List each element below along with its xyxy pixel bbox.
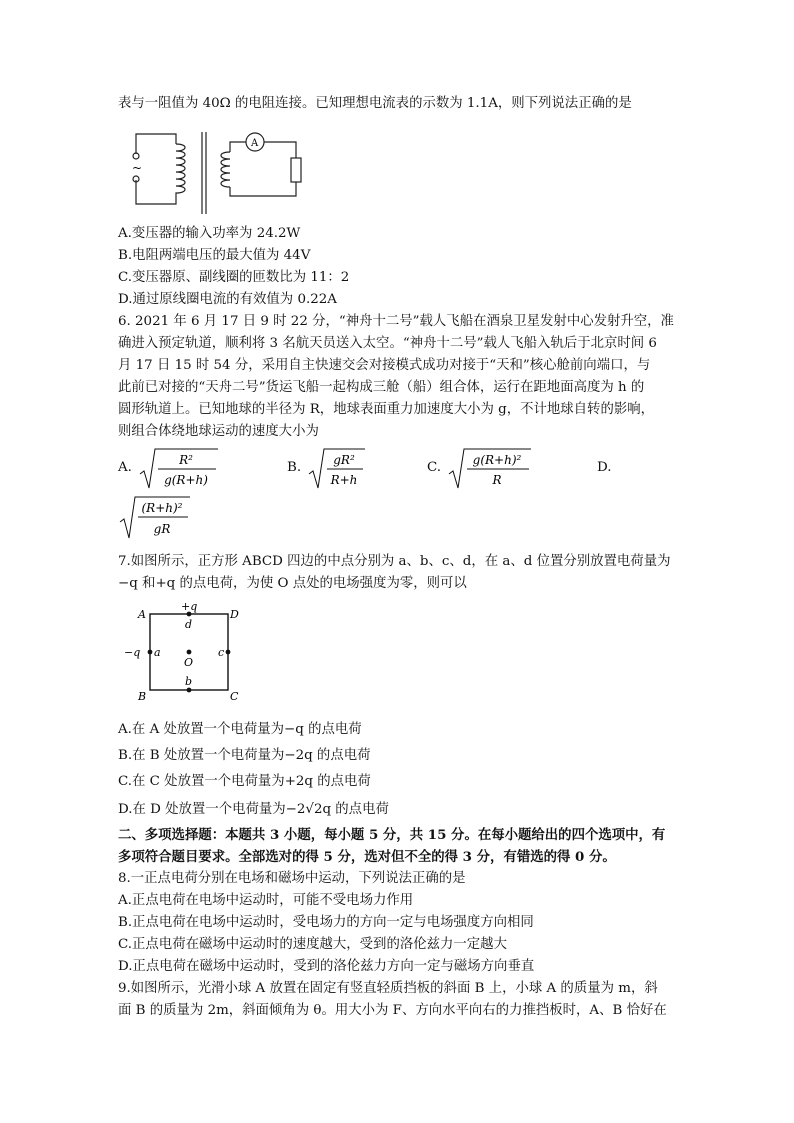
corner-label-d: D [230, 608, 239, 621]
charge-label-plus-q: +q [181, 600, 198, 613]
q6-option-c-label: C. [427, 460, 442, 475]
ammeter-label: A [251, 138, 259, 149]
midpoint-label-a: a [154, 646, 161, 659]
q5-option-b: B.电阻两端电压的最大值为 44V [118, 248, 311, 263]
midpoint-label-d: d [185, 618, 193, 631]
q6-option-a-formula [138, 446, 220, 492]
q8-option-a: A.正点电荷在电场中运动时，可能不受电场力作用 [118, 893, 414, 908]
q5-option-a: A.变压器的输入功率为 24.2W [118, 226, 301, 241]
q6-a-denominator: g(R+h) [164, 473, 208, 487]
corner-label-b: B [138, 690, 147, 703]
charge-label-minus-q: −q [124, 646, 141, 659]
square-charges-figure [118, 598, 248, 706]
q7-line-1: 7.如图所示，正方形 ABCD 四边的中点分别为 a、b、c、d，在 a、d 位置分别放置电荷量为 [118, 554, 671, 569]
q6-line-6: 则组合体绕地球运动的速度大小为 [118, 424, 319, 439]
section2-heading-line-1: 二、多项选择题：本题共 3 小题，每小题 5 分，共 15 分。在每小题给出的四个选项中，有 [118, 827, 666, 843]
q6-b-denominator: R+h [330, 473, 358, 487]
q6-option-d-formula [118, 494, 192, 542]
q6-option-b-label: B. [287, 460, 302, 475]
q6-c-numerator: g(R+h)² [472, 453, 522, 467]
q9-line-1: 9.如图所示，光滑小球 A 放置在固定有竖直轻质挡板的斜面 B 上，小球 A 的质量为 m，斜 [118, 981, 658, 996]
midpoint-label-b: b [185, 675, 193, 688]
q6-line-4: 此前已对接的“天舟二号”货运飞船一起构成三舱（船）组合体，运行在距地面高度为 h 的 [118, 380, 645, 395]
midpoint-label-c: c [218, 646, 225, 659]
q8-option-b: B.正点电荷在电场中运动时，受电场力的方向一定与电场强度方向相同 [118, 915, 534, 930]
q6-option-b-formula [307, 446, 367, 492]
q6-line-3: 月 17 日 15 时 54 分，采用自主快速交会对接模式成功对接于“天和”核心舱前向端口，与 [118, 358, 651, 373]
q7-option-a: A.在 A 处放置一个电荷量为−q 的点电荷 [118, 722, 362, 737]
q7-option-b: B.在 B 处放置一个电荷量为−2q 的点电荷 [118, 748, 371, 763]
q5-stem-tail: 表与一阻值为 40Ω 的电阻连接。已知理想电流表的示数为 1.1A，则下列说法正确的是 [118, 96, 632, 111]
section2-heading-line-2: 多项符合题目要求。全部选对的得 5 分，选对但不全的得 3 分，有错选的得 0 分。 [118, 849, 616, 865]
q6-a-numerator: R² [179, 453, 193, 467]
corner-label-c: C [230, 690, 239, 703]
center-label-o: O [184, 656, 194, 669]
q6-option-d-label: D. [597, 460, 612, 475]
q6-b-numerator: gR² [333, 453, 355, 467]
q6-c-denominator: R [492, 473, 502, 487]
q7-line-2: −q 和+q 的点电荷，为使 O 点处的电场强度为零，则可以 [118, 576, 467, 591]
transformer-circuit-figure [118, 124, 310, 216]
q7-option-c: C.在 C 处放置一个电荷量为+2q 的点电荷 [118, 774, 371, 789]
q5-option-d: D.通过原线圈电流的有效值为 0.22A [118, 292, 337, 307]
q7-option-d: D.在 D 处放置一个电荷量为−2√2q 的点电荷 [118, 802, 389, 817]
ac-source-symbol: ~ [132, 161, 143, 175]
q5-option-c: C.变压器原、副线圈的匝数比为 11：2 [118, 270, 350, 285]
q6-line-5: 圆形轨道上。已知地球的半径为 R，地球表面重力加速度大小为 g，不计地球自转的影响， [118, 402, 655, 417]
q6-d-numerator: (R+h)² [141, 501, 183, 515]
q6-option-c-formula [447, 446, 533, 492]
q9-line-2: 面 B 的质量为 2m，斜面倾角为 θ。用大小为 F、方向水平向右的力推挡板时，A、B 恰好在 [118, 1003, 667, 1018]
q6-d-denominator: gR [153, 522, 171, 536]
q6-line-2: 确进入预定轨道，顺利将 3 名航天员送入太空。“神舟十二号”载人飞船入轨后于北京时间 6 [118, 336, 657, 351]
q8-option-d: D.正点电荷在磁场中运动时，受到的洛伦兹力方向一定与磁场方向垂直 [118, 959, 535, 974]
q8-option-c: C.正点电荷在磁场中运动时的速度越大，受到的洛伦兹力一定越大 [118, 937, 507, 952]
q6-line-1: 6. 2021 年 6 月 17 日 9 时 22 分，“神舟十二号”载人飞船在酒泉卫星发射中心发射升空，准 [118, 314, 674, 329]
corner-label-a: A [138, 608, 146, 621]
q8-stem: 8.一正点电荷分别在电场和磁场中运动，下列说法正确的是 [118, 871, 466, 886]
q6-option-a-label: A. [118, 460, 132, 475]
